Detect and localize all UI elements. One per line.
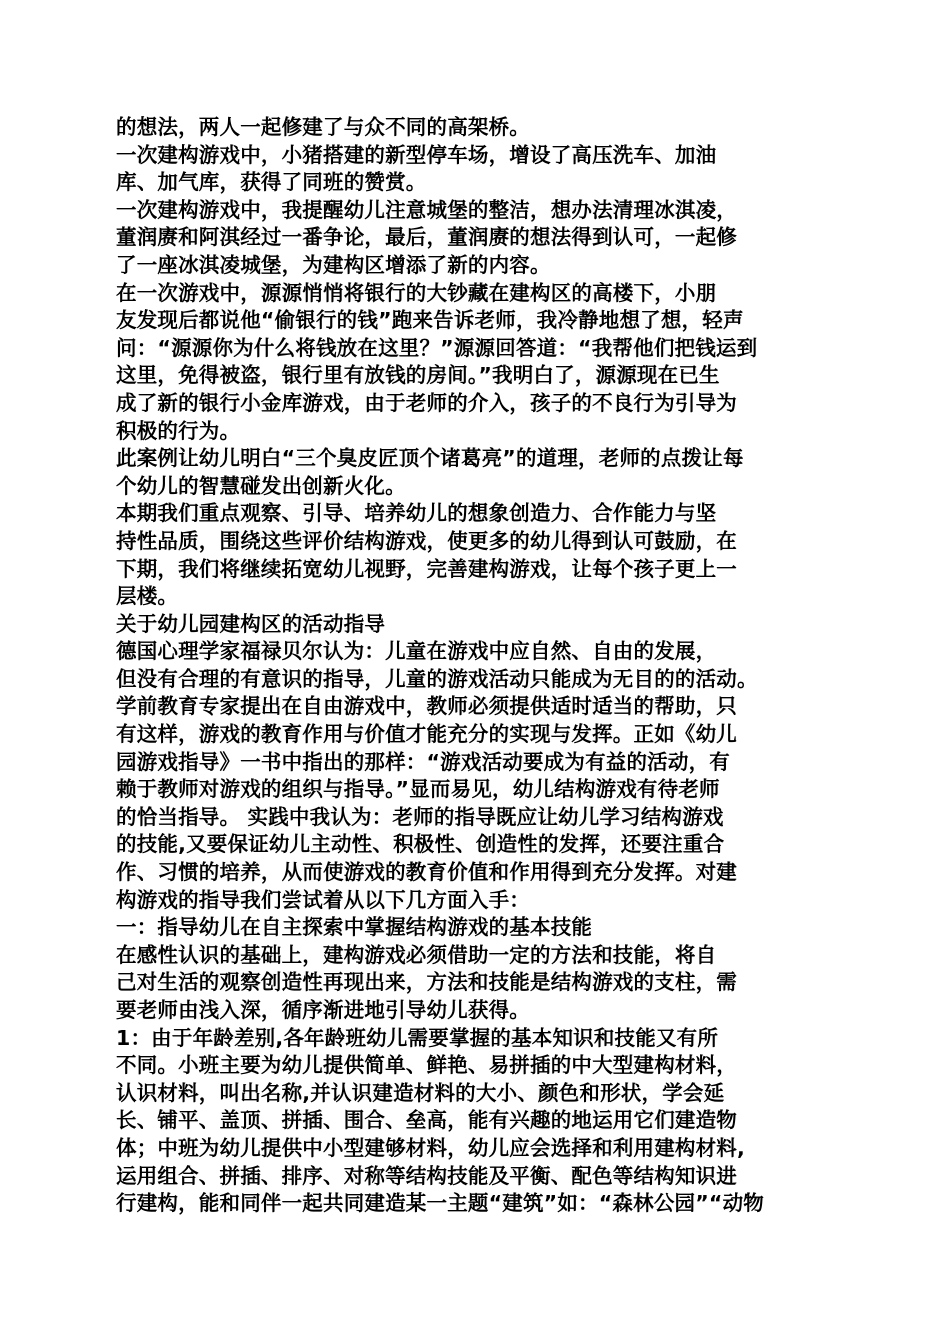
text-line: 但没有合理的有意识的指导，儿童的游戏活动只能成为无目的的活动。 [116, 666, 758, 691]
text-line: 了一座冰淇凌城堡，为建构区增添了新的内容。 [116, 252, 551, 277]
text-line: 个幼儿的智慧碰发出创新火化。 [116, 473, 406, 498]
text-line: 库、加气库，获得了同班的赞赏。 [116, 170, 427, 195]
text-line: 的恰当指导。 实践中我认为：老师的指导既应让幼儿学习结构游戏 [116, 804, 724, 829]
text-line: 此案例让幼儿明白“三个臭皮匠顶个诸葛亮”的道理，老师的点拨让每 [116, 446, 744, 471]
document-body [116, 114, 852, 1218]
text-line: 不同。小班主要为幼儿提供简单、鲜艳、易拼插的中大型建构材料， [116, 1053, 737, 1078]
text-line: 在一次游戏中，源源悄悄将银行的大钞藏在建构区的高楼下，小朋 [116, 280, 717, 305]
text-line: 持性品质，围绕这些评价结构游戏，使更多的幼儿得到认可鼓励，在 [116, 528, 737, 553]
text-line: 的想法，两人一起修建了与众不同的高架桥。 [116, 115, 530, 139]
text-line: 下期，我们将继续拓宽幼儿视野，完善建构游戏，让每个孩子更上一 [116, 556, 737, 581]
text-line: 友发现后都说他“偷银行的钱”跑来告诉老师，我冷静地想了想，轻声 [116, 308, 744, 333]
text-line: 有这样，游戏的教育作用与价值才能充分的实现与发挥。正如《幼儿 [116, 722, 737, 747]
text-line: 构游戏的指导我们尝试着从以下几方面入手： [116, 887, 530, 912]
text-line: 认识材料，叫出名称,并认识建造材料的大小、颜色和形状，学会延 [116, 1080, 725, 1105]
text-line: 的技能,又要保证幼儿主动性、积极性、创造性的发挥，还要注重合 [116, 832, 725, 857]
text-line: 体；中班为幼儿提供中小型建够材料，幼儿应会选择和利用建构材料, [116, 1135, 745, 1160]
text-line: 问：“源源你为什么将钱放在这里？”源源回答道：“我帮他们把钱运到 [116, 335, 758, 360]
text-line: 要老师由浅入深，循序渐进地引导幼儿获得。 [116, 998, 530, 1022]
text-line: 这里，免得被盗，银行里有放钱的房间。”我明白了，源源现在已生 [116, 363, 720, 388]
text-line: 园游戏指导》一书中指出的那样：“游戏活动要成为有益的活动，有 [116, 749, 730, 774]
text-line: 一次建构游戏中，我提醒幼儿注意城堡的整洁，想办法清理冰淇凌， [116, 197, 737, 222]
text-line: 学前教育专家提出在自由游戏中，教师必须提供适时适当的帮助，只 [116, 694, 737, 719]
text-line: 在感性认识的基础上，建构游戏必须借助一定的方法和技能，将自 [116, 942, 717, 967]
text-line: 长、铺平、盖顶、拼插、围合、垒高，能有兴趣的地运用它们建造物 [116, 1108, 737, 1133]
text-line: 董润赓和阿淇经过一番争论，最后，董润赓的想法得到认可，一起修 [116, 225, 737, 250]
text-line: 本期我们重点观察、引导、培养幼儿的想象创造力、合作能力与坚 [116, 501, 717, 526]
text-line: 层楼。 [116, 584, 179, 609]
subsection-heading: 一：指导幼儿在自主探索中掌握结构游戏的基本技能 [116, 915, 593, 940]
text-line: 1：由于年龄差别,各年龄班幼儿需要掌握的基本知识和技能又有所 [116, 1025, 719, 1050]
text-line: 德国心理学家福禄贝尔认为：儿童在游戏中应自然、自由的发展， [116, 639, 717, 664]
text-line: 赖于教师对游戏的组织与指导。”显而易见，幼儿结构游戏有待老师 [116, 777, 720, 802]
text-line: 成了新的银行小金库游戏，由于老师的介入，孩子的不良行为引导为 [116, 390, 737, 415]
text-line: 作、习惯的培养，从而使游戏的教育价值和作用得到充分发挥。对建 [116, 860, 737, 885]
text-line: 积极的行为。 [116, 418, 241, 443]
text-line: 己对生活的观察创造性再现出来，方法和技能是结构游戏的支柱，需 [116, 970, 737, 995]
section-heading: 关于幼儿园建构区的活动指导 [116, 611, 386, 636]
text-line: 行建构，能和同伴一起共同建造某一主题“建筑”如：“森林公园”“动物 [116, 1191, 764, 1216]
text-line: 运用组合、拼插、排序、对称等结构技能及平衡、配色等结构知识进 [116, 1163, 737, 1188]
text-line: 一次建构游戏中，小猪搭建的新型停车场，增设了高压洗车、加油 [116, 142, 717, 167]
